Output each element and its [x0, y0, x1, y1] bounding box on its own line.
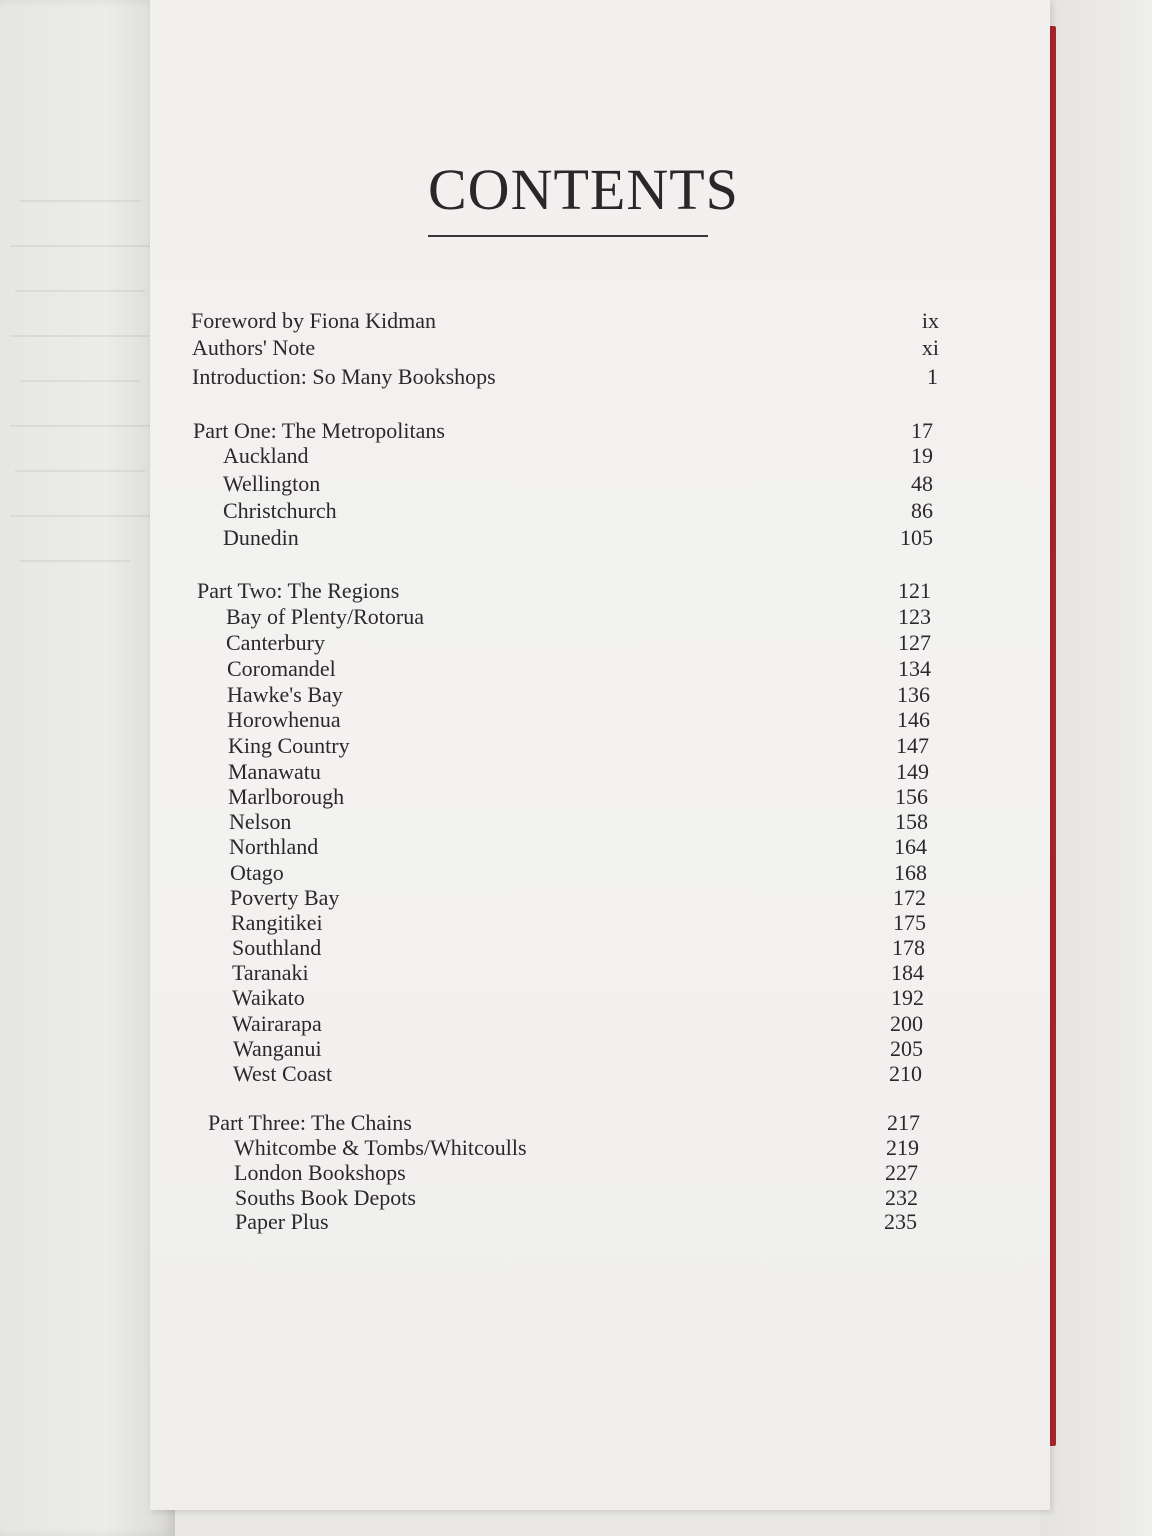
toc-entry-page: 184 [891, 960, 924, 985]
toc-entry [235, 1209, 917, 1235]
toc-entry-page: 146 [897, 707, 930, 732]
toc-entry-page: 178 [892, 935, 925, 960]
toc-entry-label: Taranaki [232, 960, 309, 985]
toc-entry-label: Part Two: The Regions [197, 578, 400, 603]
background-surface [1040, 0, 1152, 1536]
toc-entry-page: 210 [889, 1061, 922, 1086]
show-through-line [20, 380, 140, 382]
show-through-line [20, 560, 130, 562]
toc-entry-label: Southland [232, 935, 322, 960]
toc-entry-label: Dunedin [223, 525, 299, 550]
show-through-line [15, 470, 145, 472]
toc-entry-label: Paper Plus [235, 1209, 329, 1234]
toc-entry [223, 471, 933, 497]
toc-entry-label: Souths Book Depots [235, 1185, 416, 1210]
toc-entry-page: 127 [898, 630, 931, 655]
toc-entry [223, 443, 933, 469]
show-through-line [15, 290, 145, 292]
toc-entry-label: West Coast [233, 1061, 333, 1086]
toc-entry-label: King Country [228, 733, 350, 758]
toc-entry-label: Part One: The Metropolitans [193, 418, 445, 443]
toc-part-heading [197, 578, 931, 604]
toc-entry [232, 960, 924, 986]
toc-entry-label: Introduction: So Many Bookshops [192, 364, 496, 389]
toc-entry-page: 158 [895, 809, 928, 834]
toc-entry [234, 1135, 919, 1161]
toc-entry-label: Wellington [223, 471, 321, 496]
show-through-line [20, 200, 140, 202]
toc-entry-page: 172 [893, 885, 926, 910]
toc-entry [227, 682, 930, 708]
toc-entry-page: 168 [894, 860, 927, 885]
toc-entry [231, 910, 926, 936]
toc-entry-label: Horowhenua [227, 707, 341, 732]
toc-entry-label: Canterbury [226, 630, 325, 655]
toc-entry-page: 86 [911, 498, 933, 523]
toc-entry [233, 1061, 922, 1087]
facing-page [0, 0, 175, 1536]
toc-entry [229, 809, 928, 835]
toc-entry-label: Whitcombe & Tombs/Whitcoulls [234, 1135, 527, 1160]
toc-entry-page: 1 [927, 364, 938, 389]
toc-entry-label: Wairarapa [232, 1011, 322, 1036]
toc-entry [235, 1185, 918, 1211]
toc-entry [192, 364, 938, 390]
toc-entry [230, 860, 927, 886]
toc-entry [227, 656, 931, 682]
toc-entry-page: 227 [885, 1160, 918, 1185]
toc-entry-page: 192 [891, 985, 924, 1010]
toc-entry-page: 134 [898, 656, 931, 681]
toc-entry-page: 200 [890, 1011, 923, 1036]
toc-entry-label: Northland [229, 834, 319, 859]
toc-entry [232, 985, 924, 1011]
toc-entry-page: 17 [911, 418, 933, 443]
toc-entry [192, 335, 939, 361]
toc-entry-label: Coromandel [227, 656, 336, 681]
toc-entry-page: 232 [885, 1185, 918, 1210]
show-through-line [10, 425, 150, 427]
toc-entry-page: xi [921, 335, 939, 360]
toc-entry [232, 1011, 923, 1037]
toc-entry-page: 219 [886, 1135, 919, 1160]
toc-entry [226, 604, 931, 630]
toc-entry-label: Poverty Bay [230, 885, 340, 910]
toc-entry-label: Rangitikei [231, 910, 323, 935]
toc-entry-label: Hawke's Bay [227, 682, 343, 707]
toc-entry-label: Bay of Plenty/Rotorua [226, 604, 424, 629]
toc-entry-label: Manawatu [228, 759, 321, 784]
toc-entry-label: Foreword by Fiona Kidman [191, 308, 437, 333]
contents-page [150, 0, 1050, 1510]
toc-entry [191, 308, 939, 334]
toc-entry [228, 733, 929, 759]
toc-entry-label: Waikato [232, 985, 305, 1010]
toc-entry-page: 147 [896, 733, 929, 758]
toc-entry [226, 630, 931, 656]
toc-entry-page: 149 [896, 759, 929, 784]
toc-entry-page: 205 [890, 1036, 923, 1061]
toc-entry [228, 784, 928, 810]
toc-part-heading [193, 418, 933, 444]
toc-entry-page: 48 [911, 471, 933, 496]
toc-entry-label: Part Three: The Chains [208, 1110, 412, 1135]
show-through-line [10, 515, 150, 517]
toc-entry-label: Marlborough [228, 784, 345, 809]
toc-entry-page: 235 [884, 1209, 917, 1234]
toc-entry [232, 935, 925, 961]
toc-entry-page: 217 [887, 1110, 920, 1135]
toc-entry [227, 707, 930, 733]
toc-entry-label: Authors' Note [192, 335, 316, 360]
toc-entry-label: London Bookshops [234, 1160, 406, 1185]
toc-entry-page: 156 [895, 784, 928, 809]
toc-entry [223, 525, 933, 551]
toc-entry-page: 136 [897, 682, 930, 707]
toc-entry-label: Auckland [223, 443, 309, 468]
toc-entry-page: 123 [898, 604, 931, 629]
toc-entry [228, 759, 929, 785]
toc-entry [233, 1036, 923, 1062]
toc-entry-page: 164 [894, 834, 927, 859]
toc-entry [234, 1160, 918, 1186]
toc-entry [223, 498, 933, 524]
toc-entry-page: 121 [898, 578, 931, 603]
toc-entry-label: Wanganui [233, 1036, 322, 1061]
toc-entry-page: 19 [911, 443, 933, 468]
toc-entry-page: ix [921, 308, 939, 333]
toc-entry-label: Otago [230, 860, 284, 885]
show-through-line [10, 335, 150, 337]
title-rule [428, 235, 708, 237]
page-title: CONTENTS [428, 157, 739, 222]
show-through-line [10, 245, 150, 247]
toc-entry [229, 834, 927, 860]
toc-entry-label: Christchurch [223, 498, 337, 523]
toc-entry-label: Nelson [229, 809, 292, 834]
toc-entry [230, 885, 926, 911]
toc-entry-page: 175 [893, 910, 926, 935]
toc-part-heading [208, 1110, 920, 1136]
toc-entry-page: 105 [900, 525, 933, 550]
